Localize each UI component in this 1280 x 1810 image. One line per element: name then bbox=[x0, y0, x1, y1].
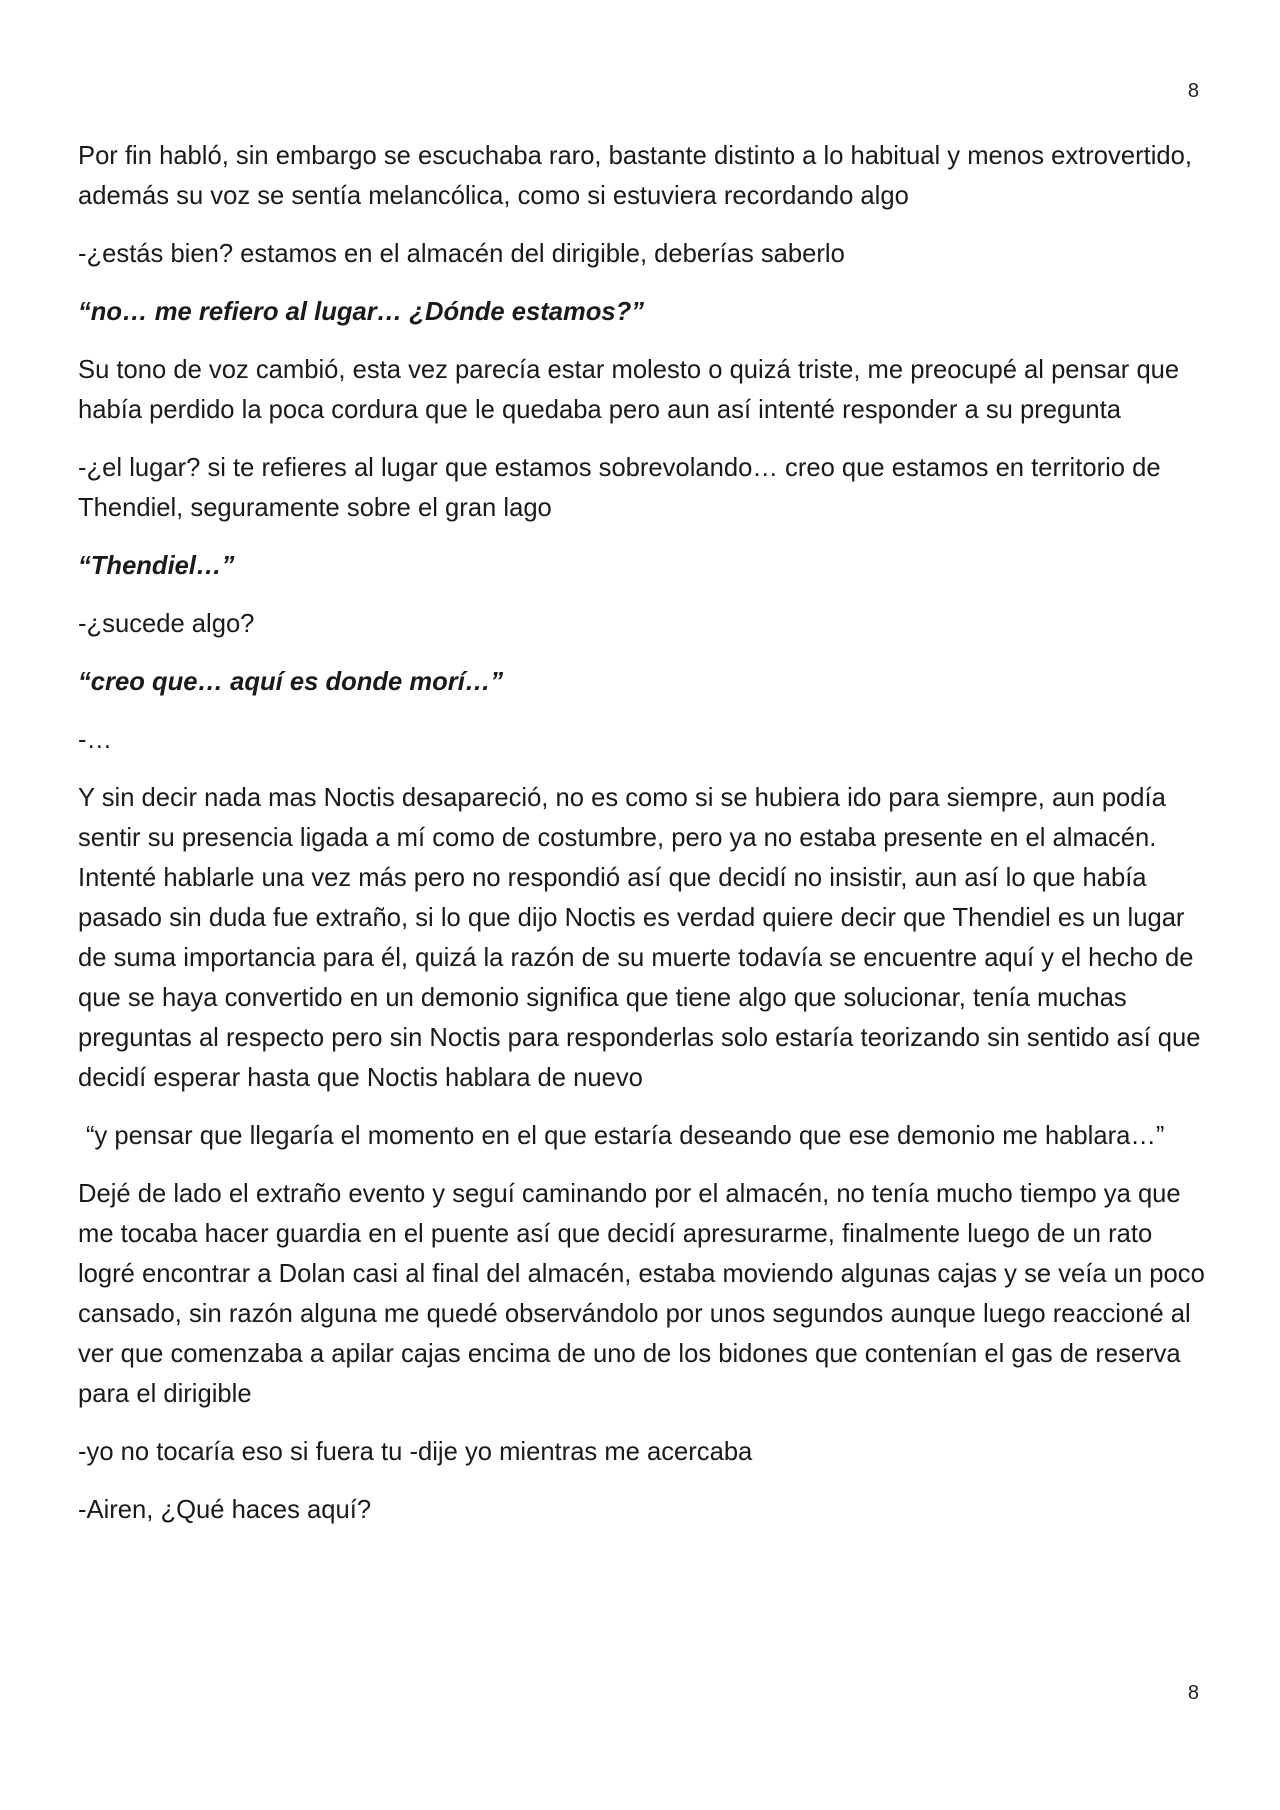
dialogue-line: -yo no tocaría eso si fuera tu -dije yo mientras me acercaba bbox=[78, 1438, 753, 1466]
thought-line: “y pensar que llegaría el momento en el que estaría deseando que ese demonio me hablara…” bbox=[86, 1122, 1165, 1150]
dialogue-line: -¿sucede algo? bbox=[78, 610, 255, 638]
dialogue-line: -Airen, ¿Qué haces aquí? bbox=[78, 1496, 372, 1524]
dialogue-line: -… bbox=[78, 726, 113, 754]
paragraph: Por fin habló, sin embargo se escuchaba raro, bastante distinto a lo habitual y menos extrovertido, además su voz se sentía melancólica, como si estuviera recordando algo bbox=[78, 142, 1192, 210]
inner-voice-line: “Thendiel…” bbox=[78, 552, 235, 580]
document-body bbox=[78, 136, 1208, 1548]
page-number-bottom: 8 bbox=[1187, 1682, 1199, 1704]
inner-voice-line: “creo que… aquí es donde morí…” bbox=[78, 668, 504, 696]
dialogue-line: -¿el lugar? si te refieres al lugar que estamos sobrevolando… creo que estamos en territorio de Thendiel, seguramente sobre el gran lago bbox=[78, 454, 1161, 522]
inner-voice-line: “no… me refiero al lugar… ¿Dónde estamos?” bbox=[78, 298, 645, 326]
paragraph: Dejé de lado el extraño evento y seguí caminando por el almacén, no tenía mucho tiempo ya que me tocaba hacer guardia en el puente así que decidí apresurarme, finalmente luego de un rato logré encontrar a Dolan casi al final del almacén, estaba moviendo algunas cajas y se veía un poco cansado, sin razón alguna me quedé observándolo por unos segundos aunque luego reaccioné al ver que comenzaba a apilar cajas encima de uno de los bidones que contenían el gas de reserva para el dirigible bbox=[78, 1180, 1205, 1408]
page-number-top: 8 bbox=[1187, 80, 1199, 102]
paragraph: Y sin decir nada mas Noctis desapareció, no es como si se hubiera ido para siempre, aun podía sentir su presencia ligada a mí como de costumbre, pero ya no estaba presente en el almacén. Intenté hablarle una vez más pero no respondió así que decidí no insistir, aun así lo que había pasado sin duda fue extraño, si lo que dijo Noctis es verdad quiere decir que Thendiel es un lugar de suma importancia para él, quizá la razón de su muerte todavía se encuentre aquí y el hecho de que se haya convertido en un demonio significa que tiene algo que solucionar, tenía muchas preguntas al respecto pero sin Noctis para responderlas solo estaría teorizando sin sentido así que decidí esperar hasta que Noctis hablara de nuevo bbox=[78, 784, 1201, 1092]
paragraph: Su tono de voz cambió, esta vez parecía estar molesto o quizá triste, me preocupé al pensar que había perdido la poca cordura que le quedaba pero aun así intenté responder a su pregunta bbox=[78, 356, 1180, 424]
dialogue-line: -¿estás bien? estamos en el almacén del dirigible, deberías saberlo bbox=[78, 240, 845, 268]
